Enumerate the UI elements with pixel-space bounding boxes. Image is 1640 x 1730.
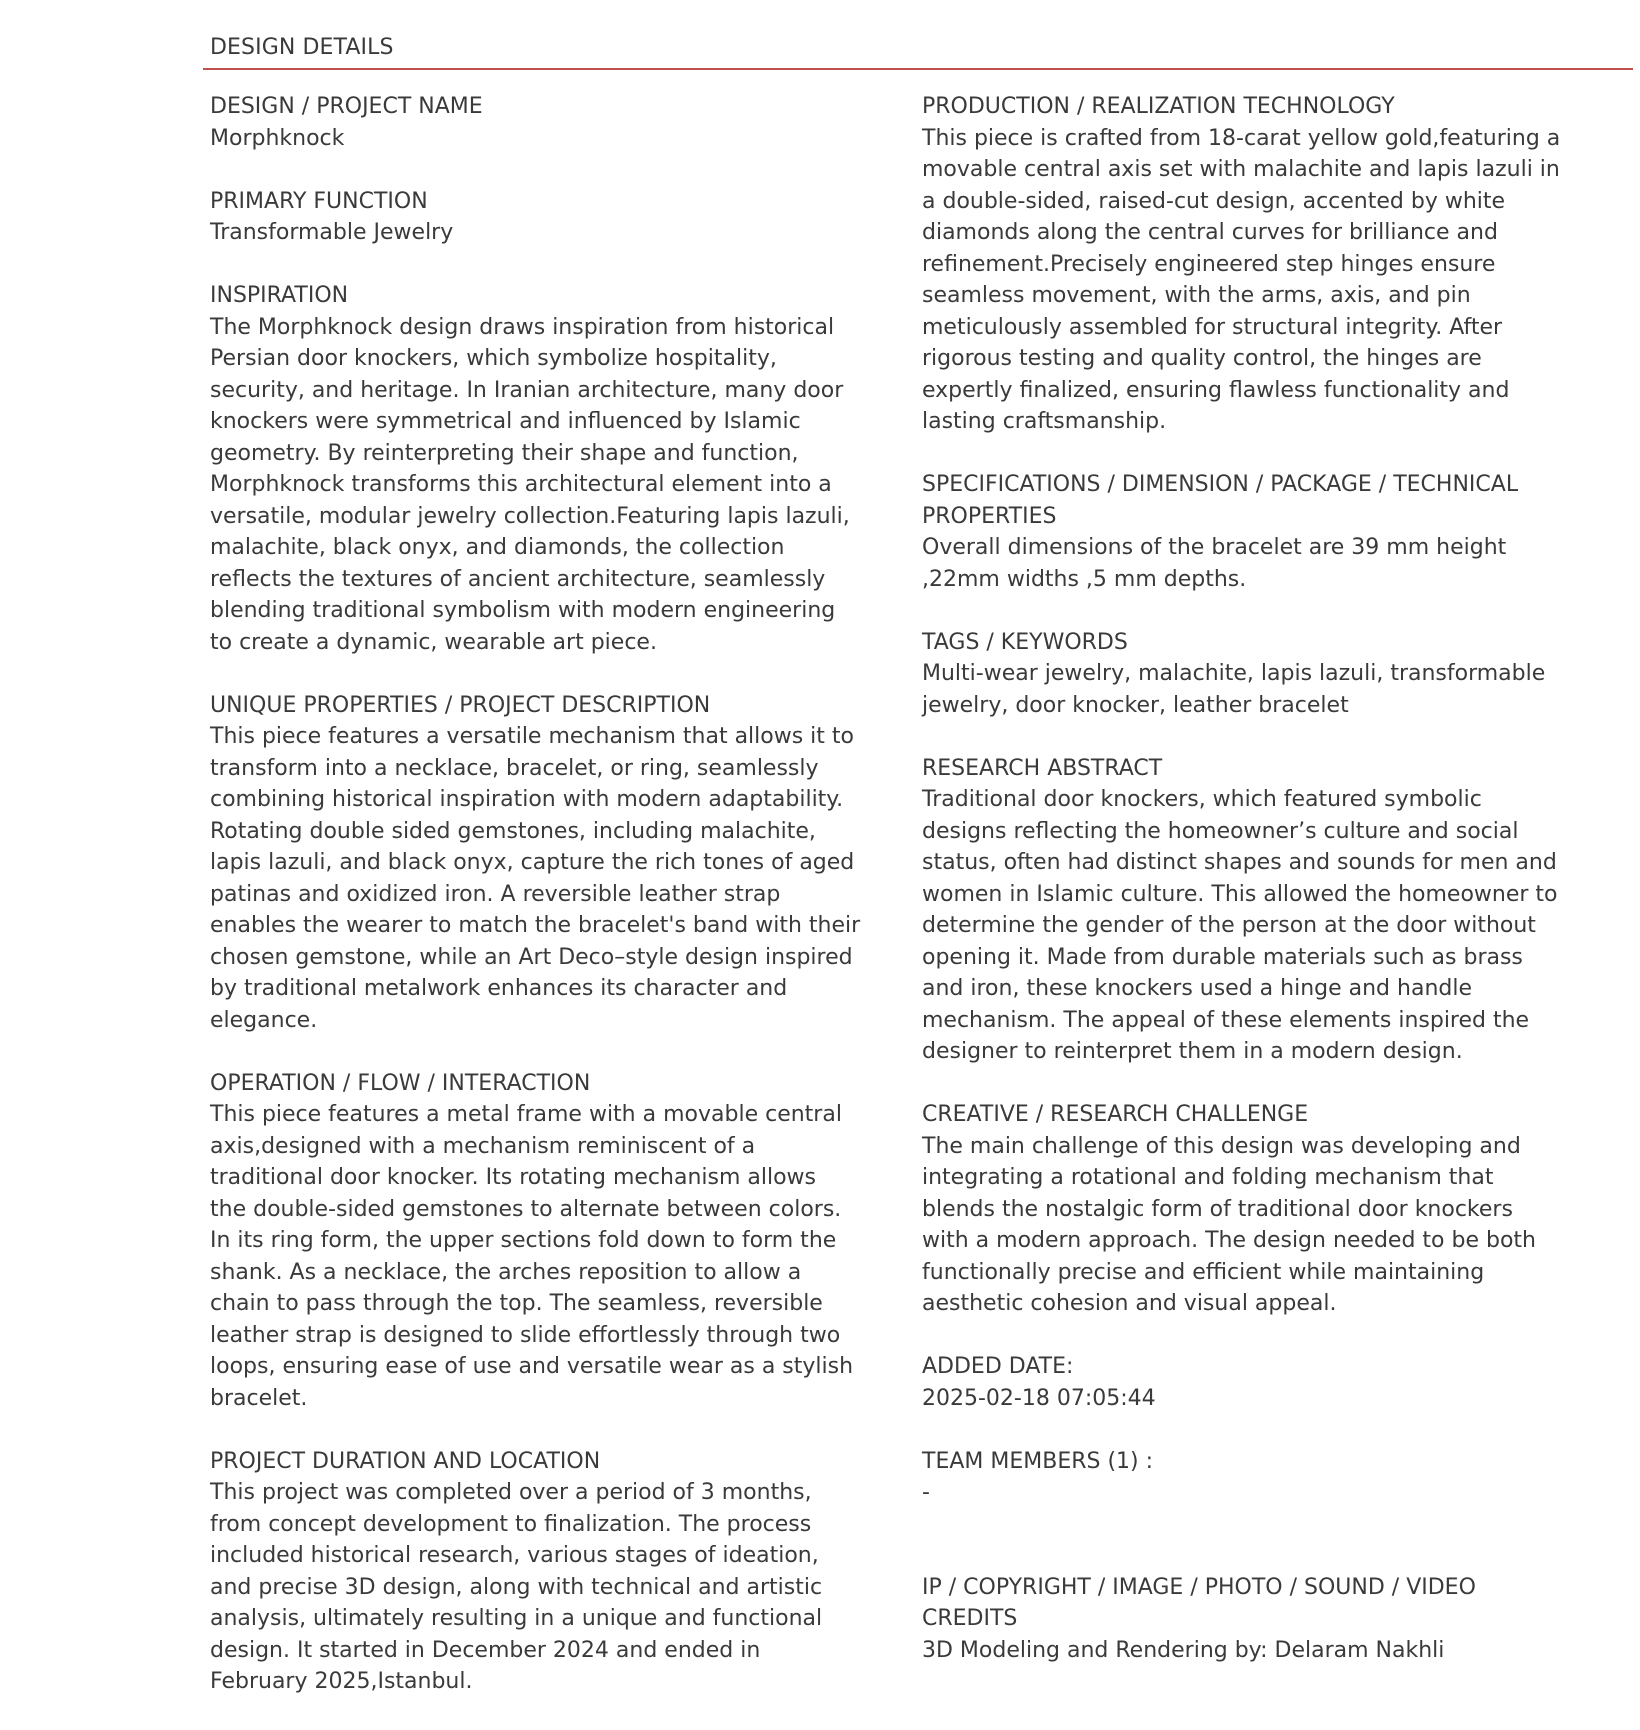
right-column [922,91,1632,1698]
value-line: This piece features a metal frame with a movable central [210,1102,842,1127]
label-line: RESEARCH ABSTRACT [922,755,1163,781]
section-label [210,186,910,218]
value-line: malachite, black onyx, and diamonds, the collection [210,535,785,560]
section-value [210,312,910,659]
value-line: February 2025,Istanbul. [210,1669,473,1694]
section-team-members-1 [922,1446,1632,1509]
section-production-realization-technology [922,91,1632,438]
value-line: versatile, modular jewelry collection.Featuring lapis lazuli, [210,503,850,529]
section-label [922,753,1632,785]
value-line: analysis, ultimately resulting in a unique and functional [210,1606,823,1631]
header-divider [203,68,1633,70]
value-line: geometry. By reinterpreting their shape and function, [210,440,799,466]
value-line: integrating a rotational and folding mechanism that [922,1165,1494,1190]
value-line: The Morphknock design draws inspiration from historical [210,314,835,340]
label-line: PRODUCTION / REALIZATION TECHNOLOGY [922,94,1395,119]
section-primary-function [210,186,910,249]
section-value [922,532,1632,595]
label-line: UNIQUE PROPERTIES / PROJECT DESCRIPTION [210,692,711,718]
value-line: diamonds along the central curves for brilliance and [922,220,1498,245]
value-line: mechanism. The appeal of these elements inspired the [922,1007,1530,1033]
label-line: ADDED DATE: [922,1354,1074,1379]
value-line: The main challenge of this design was developing and [922,1133,1521,1159]
value-line: knockers were symmetrical and influenced by Islamic [210,409,801,434]
value-line: This piece is crafted from 18-carat yellow gold,featuring a [922,125,1561,151]
section-unique-properties-project-description [210,690,910,1037]
value-line: blending traditional symbolism with modern engineering [210,598,836,623]
left-column [210,91,910,1729]
section-label [210,280,910,312]
section-value [922,1383,1632,1415]
value-line: This project was completed over a period of 3 months, [210,1480,812,1505]
value-line: - [922,1480,930,1505]
section-label [210,1068,910,1100]
section-label [922,627,1632,659]
label-line: TEAM MEMBERS (1) : [922,1448,1154,1474]
value-line: women in Islamic culture. This allowed the homeowner to [922,881,1558,907]
value-line: Overall dimensions of the bracelet are 39 mm height [922,535,1507,560]
section-label [922,1099,1632,1131]
section-label [922,91,1632,123]
value-line: a double-sided, raised-cut design, accented by white [922,188,1506,214]
value-line: chosen gemstone, while an Art Deco–style design inspired [210,944,853,970]
page-title: DESIGN DETAILS [210,35,394,60]
value-line: movable central axis set with malachite and lapis lazuli in [922,157,1560,182]
value-line: Morphknock transforms this architectural element into a [210,472,832,497]
value-line: included historical research, various stages of ideation, [210,1543,819,1568]
value-line: and precise 3D design, along with technical and artistic [210,1574,823,1600]
value-line: traditional door knocker. Its rotating mechanism allows [210,1165,817,1190]
section-value [922,1635,1632,1667]
value-line: lasting craftsmanship. [922,409,1167,434]
value-line: security, and heritage. In Iranian architecture, many door [210,377,844,403]
value-line: expertly finalized, ensuring flawless functionality and [922,377,1510,403]
value-line: patinas and oxidized iron. A reversible leather strap [210,881,781,907]
value-line: Persian door knockers, which symbolize hospitality, [210,346,777,371]
value-line: aesthetic cohesion and visual appeal. [922,1291,1337,1316]
value-line: designer to reinterpret them in a modern design. [922,1039,1463,1064]
value-line: Rotating double sided gemstones, including malachite, [210,818,816,844]
label-line: INSPIRATION [210,283,349,308]
section-label [922,469,1632,532]
label-line: PROJECT DURATION AND LOCATION [210,1448,601,1474]
section-operation-flow-interaction [210,1068,910,1415]
value-line: blends the nostalgic form of traditional door knockers [922,1196,1513,1222]
value-line: rigorous testing and quality control, the hinges are [922,346,1482,371]
value-line: This piece features a versatile mechanism that allows it to [210,724,854,749]
value-line: axis,designed with a mechanism reminiscent of a [210,1133,756,1159]
section-label [210,690,910,722]
section-creative-research-challenge [922,1099,1632,1320]
section-value [922,658,1632,721]
section-value [210,1477,910,1698]
value-line: In its ring form, the upper sections fold down to form the [210,1228,837,1253]
section-value [210,721,910,1036]
value-line: jewelry, door knocker, leather bracelet [922,692,1349,718]
section-project-duration-and-location [210,1446,910,1698]
value-line: opening it. Made from durable materials such as brass [922,944,1523,970]
value-line: by traditional metalwork enhances its character and [210,976,788,1001]
value-line: the double-sided gemstones to alternate between colors. [210,1196,842,1222]
section-value [922,1477,1632,1509]
section-value [922,1131,1632,1320]
value-line: loops, ensuring ease of use and versatile wear as a stylish [210,1354,854,1379]
label-line: CREDITS [922,1606,1018,1631]
value-line: elegance. [210,1007,318,1033]
value-line: combining historical inspiration with modern adaptability. [210,787,844,812]
value-line: reflects the textures of ancient architecture, seamlessly [210,566,826,592]
value-line: 3D Modeling and Rendering by: Delaram Nakhli [922,1637,1445,1663]
value-line: and iron, these knockers used a hinge and handle [922,976,1472,1001]
section-ip-copyright-image-photo-sound-video-credits [922,1572,1632,1667]
value-line: with a modern approach. The design needed to be both [922,1228,1536,1253]
value-line: seamless movement, with the arms, axis, and pin [922,283,1471,308]
section-label [210,1446,910,1478]
value-line: Morphknock [210,125,345,151]
value-line: bracelet. [210,1385,308,1411]
label-line: IP / COPYRIGHT / IMAGE / PHOTO / SOUND / VIDEO [922,1574,1476,1600]
value-line: 2025-02-18 07:05:44 [922,1385,1156,1411]
section-tags-keywords [922,627,1632,722]
value-line: enables the wearer to match the bracelet's band with their [210,913,861,938]
value-line: Multi-wear jewelry, malachite, lapis lazuli, transformable [922,661,1546,686]
value-line: leather strap is designed to slide effortlessly through two [210,1322,841,1348]
value-line: refinement.Precisely engineered step hinges ensure [922,251,1496,277]
value-line: determine the gender of the person at the door without [922,913,1536,938]
section-label [922,1572,1632,1635]
label-line: OPERATION / FLOW / INTERACTION [210,1070,591,1096]
section-label [922,1351,1632,1383]
value-line: chain to pass through the top. The seamless, reversible [210,1291,823,1316]
section-inspiration [210,280,910,658]
value-line: meticulously assembled for structural integrity. After [922,314,1503,340]
label-line: PROPERTIES [922,503,1057,529]
value-line: functionally precise and efficient while maintaining [922,1259,1485,1285]
value-line: ,22mm widths ,5 mm depths. [922,566,1247,592]
value-line: lapis lazuli, and black onyx, capture the rich tones of aged [210,850,855,875]
label-line: SPECIFICATIONS / DIMENSION / PACKAGE / TECHNICAL [922,472,1519,497]
label-line: TAGS / KEYWORDS [922,629,1128,655]
value-line: transform into a necklace, bracelet, or ring, seamlessly [210,755,819,781]
label-line: PRIMARY FUNCTION [210,188,428,214]
value-line: Traditional door knockers, which featured symbolic [922,787,1482,812]
value-line: Transformable Jewelry [210,220,454,245]
section-value [210,123,910,155]
label-line: CREATIVE / RESEARCH CHALLENGE [922,1102,1309,1127]
section-label [922,1446,1632,1478]
value-line: to create a dynamic, wearable art piece. [210,629,657,655]
value-line: designs reflecting the homeowner’s culture and social [922,818,1519,844]
section-design-project-name [210,91,910,154]
section-value [922,123,1632,438]
section-value [210,1099,910,1414]
section-value [210,217,910,249]
section-label [210,91,910,123]
section-added-date [922,1351,1632,1414]
section-research-abstract [922,753,1632,1068]
value-line: design. It started in December 2024 and ended in [210,1637,761,1663]
value-line: shank. As a necklace, the arches reposition to allow a [210,1259,802,1285]
value-line: status, often had distinct shapes and sounds for men and [922,850,1557,875]
section-specifications-dimension-package-technical-properties [922,469,1632,595]
value-line: from concept development to finalization. The process [210,1511,812,1537]
section-value [922,784,1632,1068]
label-line: DESIGN / PROJECT NAME [210,94,483,119]
